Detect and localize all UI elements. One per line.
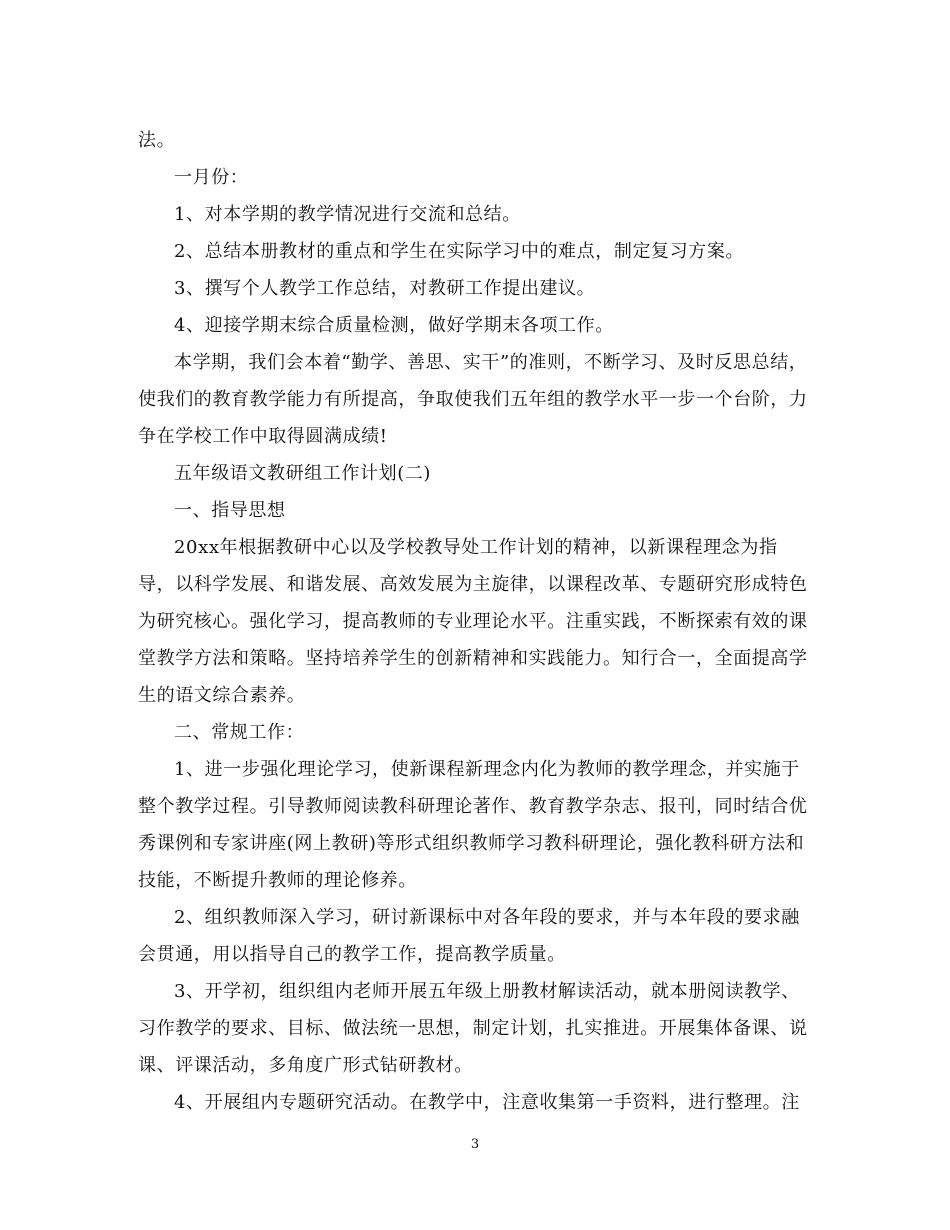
page-number: 3 bbox=[470, 1137, 480, 1152]
text-line: 3、开学初，组织组内老师开展五年级上册教材解读活动，就本册阅读教学、 bbox=[174, 981, 800, 1002]
document-body bbox=[138, 126, 818, 1119]
text-line: 1、对本学期的教学情况进行交流和总结。 bbox=[174, 204, 521, 225]
text-line: 导，以科学发展、和谐发展、高效发展为主旋律，以课程改革、专题研究形成特色 bbox=[138, 574, 808, 595]
text-line: 20xx年根据教研中心以及学校教导处工作计划的精神，以新课程理念为指 bbox=[174, 537, 778, 558]
text-line: 会贯通，用以指导自己的教学工作，提高教学质量。 bbox=[138, 944, 566, 965]
text-line: 争在学校工作中取得圆满成绩! bbox=[138, 426, 388, 447]
text-line: 技能，不断提升教师的理论修养。 bbox=[138, 870, 417, 891]
text-line: 课、评课活动，多角度广形式钻研教材。 bbox=[138, 1055, 473, 1076]
text-line: 整个教学过程。引导教师阅读教科研理论著作、教育教学杂志、报刊，同时结合优 bbox=[138, 796, 808, 817]
text-line: 4、开展组内专题研究活动。在教学中，注意收集第一手资料，进行整理。注 bbox=[174, 1092, 800, 1113]
text-line: 一月份： bbox=[174, 167, 249, 188]
section-heading: 二、常规工作： bbox=[174, 722, 305, 743]
text-line: 法。 bbox=[138, 130, 176, 151]
section-heading: 一、指导思想 bbox=[174, 500, 286, 521]
text-line: 使我们的教育教学能力有所提高，争取使我们五年组的教学水平一步一个台阶，力 bbox=[138, 389, 808, 410]
section-title: 五年级语文教研组工作计划(二) bbox=[174, 463, 432, 484]
text-line: 本学期，我们会本着“勤学、善思、实干”的准则，不断学习、及时反思总结， bbox=[174, 352, 808, 373]
text-line: 秀课例和专家讲座(网上教研)等形式组织教师学习教科研理论，强化教科研方法和 bbox=[138, 833, 805, 854]
text-line: 堂教学方法和策略。坚持培养学生的创新精神和实践能力。知行合一，全面提高学 bbox=[138, 648, 808, 669]
text-line: 为研究核心。强化学习，提高教师的专业理论水平。注重实践，不断探索有效的课 bbox=[138, 611, 808, 632]
text-line: 2、组织教师深入学习，研讨新课标中对各年段的要求，并与本年段的要求融 bbox=[174, 907, 800, 928]
text-line: 4、迎接学期末综合质量检测，做好学期末各项工作。 bbox=[174, 315, 614, 336]
text-line: 1、进一步强化理论学习，使新课程新理念内化为教师的教学理念，并实施于 bbox=[174, 759, 800, 780]
text-line: 3、撰写个人教学工作总结，对教研工作提出建议。 bbox=[174, 278, 596, 299]
text-line: 生的语文综合素养。 bbox=[138, 685, 306, 706]
text-line: 习作教学的要求、目标、做法统一思想，制定计划，扎实推进。开展集体备课、说 bbox=[138, 1018, 808, 1039]
text-line: 2、总结本册教材的重点和学生在实际学习中的难点，制定复习方案。 bbox=[174, 241, 745, 262]
